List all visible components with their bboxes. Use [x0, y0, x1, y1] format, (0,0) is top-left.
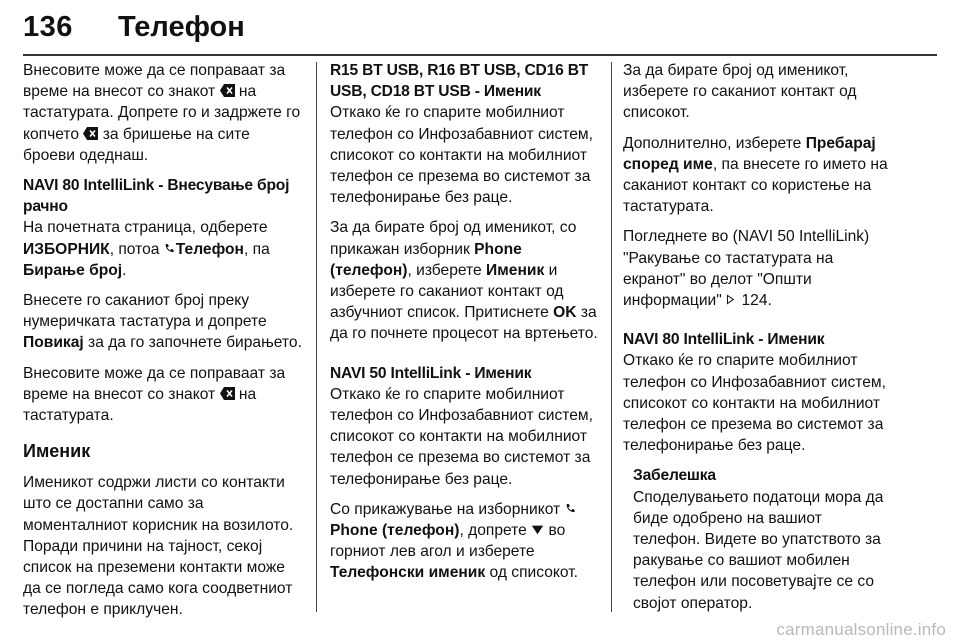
column-divider [611, 62, 612, 612]
section-heading-navi80: NAVI 80 IntelliLink - Именик [623, 331, 825, 349]
phone-label: Телефон [175, 240, 244, 258]
page-number: 136 [23, 11, 73, 43]
call-label: Повикај [23, 334, 84, 352]
column-2 [330, 60, 602, 620]
backspace-icon [83, 127, 98, 140]
backspace-icon [220, 387, 235, 400]
page-reference[interactable]: 124 [741, 292, 768, 310]
paragraph: Откако ќе го спарите мобилниот телефон со Инфозабавниот систем, списокот со контакти на мобилниот телефон се презема во системот за телефонирање без раце. [330, 385, 593, 488]
paragraph: Внесовите може да се поправаат за време на внесот со знакот на тастатурата. [23, 364, 286, 425]
section-heading-navi80-dial: NAVI 80 IntelliLink - Внесување број рачно [23, 177, 290, 216]
header-rule [23, 54, 937, 56]
paragraph: Откако ќе го спарите мобилниот телефон со Инфозабавниот систем, списокот со контакти на мобилниот телефон се презема во системот за телефонирање без раце. [623, 352, 886, 455]
column-3 [623, 60, 891, 620]
menu-label: ИЗБОРНИК [23, 240, 110, 258]
phone-handset-icon [565, 502, 577, 515]
paragraph: Погледнете во (NAVI 50 IntelliLink) "Ракување со тастатурата на екранот" во делот "Општи информации" 124. [623, 228, 870, 310]
ok-label: OK [553, 304, 577, 322]
paragraph: На почетната страница, одберете ИЗБОРНИК, потоа Телефон, па Бирање број. [23, 219, 270, 279]
section-heading-navi50: NAVI 50 IntelliLink - Именик [330, 364, 532, 382]
page-reference-icon [726, 293, 737, 306]
paragraph: Внесете го саканиот број преку нумеричката тастатура и допрете Повикај за да го започнете бирањето. [23, 292, 302, 352]
search-by-name-label: Пребарај според име [623, 134, 876, 173]
paragraph: Внесовите може да се поправаат за време на внесот со знакот на тастатурата. Допрете го и задржете го копчето за бришење на сите броеви одеднаш. [23, 62, 301, 164]
page-title: Телефон [118, 11, 245, 43]
section-heading-r15: R15 BT USB, R16 BT USB, CD16 BT USB, CD18 BT USB - Именик [330, 62, 589, 101]
note-title: Забелешка [633, 467, 716, 485]
triangle-down-icon [531, 523, 544, 536]
phone-list-label: Телефонски именик [330, 564, 486, 582]
phone-handset-icon [164, 242, 176, 255]
watermark: carmanualsonline.info [776, 620, 946, 639]
column-divider [316, 62, 317, 612]
note-paragraph: Споделувањето податоци мора да биде одобрено на вашиот телефон. Видете во упатството за ракување со вашиот мобилен телефон или посоветувајте се со својот оператор. [633, 488, 884, 612]
phone-menu-label: Phone (телефон) [330, 240, 522, 279]
section-heading-phonebook: Именик [23, 441, 91, 462]
paragraph: Со прикажување на изборникот Phone (телефон), допрете во горниот лев агол и изберете Телефонски именик од списокот. [330, 500, 578, 582]
paragraph: Именикот содржи листи со контакти што се достапни само за моменталниот корисник на возилото. Поради причини на тајност, секој список на преземени контакти може да се погледа само кога соодветниот телефон е приклучен. [23, 474, 294, 619]
paragraph: Дополнително, изберете Пребарај според име, па внесете го името на саканиот контакт со користење на тастатурата. [623, 134, 888, 216]
dial-label: Бирање број [23, 261, 123, 279]
column-1 [23, 60, 305, 620]
page-header [0, 0, 960, 56]
paragraph: Откако ќе го спарите мобилниот телефон со Инфозабавниот систем, списокот со контакти на мобилниот телефон се презема во системот за телефонирање без раце. [330, 104, 593, 207]
paragraph: За да бирате број од именикот, со прикажан изборник Phone (телефон), изберете Именик и изберете го саканиот контакт од азбучниот список. Притиснете OK за да го почнете процесот на вртењето. [330, 219, 598, 343]
phone-menu-label: Phone (телефон) [330, 522, 460, 540]
note-box [623, 465, 891, 620]
paragraph: За да бирате број од именикот, изберете го саканиот контакт од списокот. [623, 62, 857, 122]
phonebook-label: Именик [486, 261, 545, 279]
backspace-icon [220, 84, 235, 97]
